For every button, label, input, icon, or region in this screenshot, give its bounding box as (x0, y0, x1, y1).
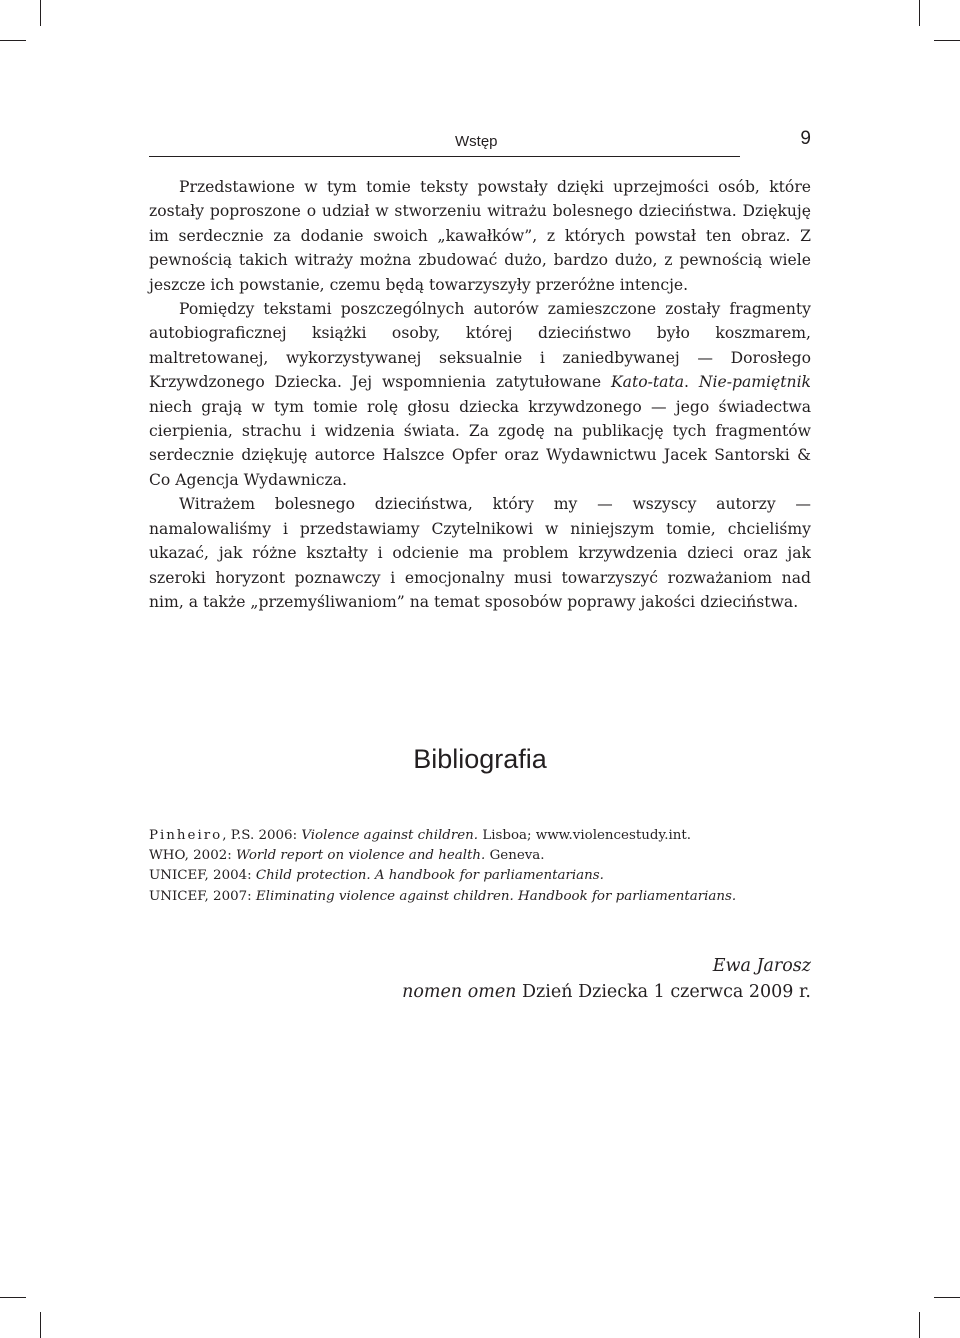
crop-mark-bottom-right-vertical (919, 1312, 920, 1338)
bibliography-author: WHO (149, 848, 185, 864)
crop-mark-top-right-horizontal (934, 40, 960, 41)
bibliography-title: Child protection. A handbook for parliamentarians. (255, 868, 604, 884)
bibliography-entry (149, 846, 849, 866)
bibliography-year: , 2007: (204, 888, 256, 904)
bibliography-entry (149, 866, 849, 886)
header-rule (149, 156, 740, 157)
running-header (149, 128, 811, 158)
bibliography-year: , 2004: (204, 868, 256, 884)
bibliography-publisher: Lisboa; www.violencestudy.int. (478, 828, 692, 843)
body-text (149, 175, 811, 614)
bibliography-publisher: Geneva. (485, 848, 545, 864)
crop-mark-bottom-left-horizontal (0, 1297, 26, 1298)
bibliography-year: , 2002: (184, 848, 236, 864)
crop-mark-top-left-horizontal (0, 40, 26, 41)
running-title: Wstęp (455, 133, 498, 150)
signature-date: Dzień Dziecka 1 czerwca 2009 r. (516, 982, 811, 1002)
bibliography-title: Violence against children. (301, 828, 479, 843)
signature-date-line (402, 979, 811, 1005)
bibliography-title: World report on violence and health. (236, 848, 486, 864)
bibliography-entry (149, 887, 849, 907)
signature-block (402, 953, 811, 1005)
signature-author: Ewa Jarosz (712, 956, 811, 976)
page-number: 9 (800, 128, 811, 149)
text-segment: . (684, 373, 699, 392)
bibliography-author: UNICEF (149, 888, 205, 904)
italic-title: Nie-pamiętnik (698, 373, 811, 392)
crop-mark-top-right-vertical (919, 0, 920, 26)
bibliography-heading: Bibliografia (413, 744, 547, 774)
text-segment: Przedstawione w tym tomie teksty powstały dzięki uprzejmości osób, które zostały poproszone o udział w stworzeniu witrażu bolesnego dzieciństwa. Dziękuję im serdecznie za dodanie swoich „kawałków”, z których powstał ten obraz. Z pewnością takich witraży można zbudować dużo, bardzo dużo, z pewnością wiele jeszcze ich powstanie, czemu będą towarzyszyły przeróżne intencje. (149, 178, 811, 294)
bibliography-author: Pinheiro (149, 828, 223, 843)
crop-mark-bottom-left-vertical (40, 1312, 41, 1338)
text-segment: Witrażem bolesnego dzieciństwa, który my — wszyscy autorzy — namalowaliśmy i przedstawiamy Czytelnikowi w niniejszym tomie, chcieliśmy ukazać, jak różne kształty i odcienie ma problem krzywdzenia dzieci oraz jak szeroki horyzont poznawczy i emocjonalny musi towarzyszyć rozważaniom nad nim, a także „przemyśliwaniom” na temat sposobów poprawy jakości dzieciństwa. (149, 495, 811, 611)
text-segment: Pomiędzy tekstami poszczególnych autorów zamieszczone zostały fragmenty autobiograficznej książki osoby, której dzieciństwo było koszmarem, maltretowanej, wykorzystywanej seksualnie i zaniedbywanej — Dorosłego Krzywdzonego Dziecka. Jej wspomnienia zatytułowane (149, 300, 811, 392)
signature-place: nomen omen (402, 982, 517, 1002)
bibliography-title: Eliminating violence against children. Handbook for parliamentarians. (255, 888, 737, 904)
bibliography-entry (149, 826, 849, 846)
body-paragraph (149, 492, 811, 614)
bibliography-author: UNICEF (149, 868, 205, 884)
bibliography-year: , P.S. 2006: (222, 828, 302, 843)
bibliography-list (149, 826, 849, 907)
crop-mark-top-left-vertical (40, 0, 41, 26)
text-segment: niech grają w tym tomie rolę głosu dziecka krzywdzonego — jego świadectwa cierpienia, strachu i widzenia świata. Za zgodę na publikację tych fragmentów serdecznie dziękuję autorce Halszce Opfer oraz Wydawnictwu Jacek Santorski & Co Agencja Wydawnicza. (149, 397, 811, 489)
italic-title: Kato-tata (611, 373, 685, 392)
body-paragraph (149, 175, 811, 297)
body-paragraph (149, 297, 811, 492)
crop-mark-bottom-right-horizontal (934, 1297, 960, 1298)
